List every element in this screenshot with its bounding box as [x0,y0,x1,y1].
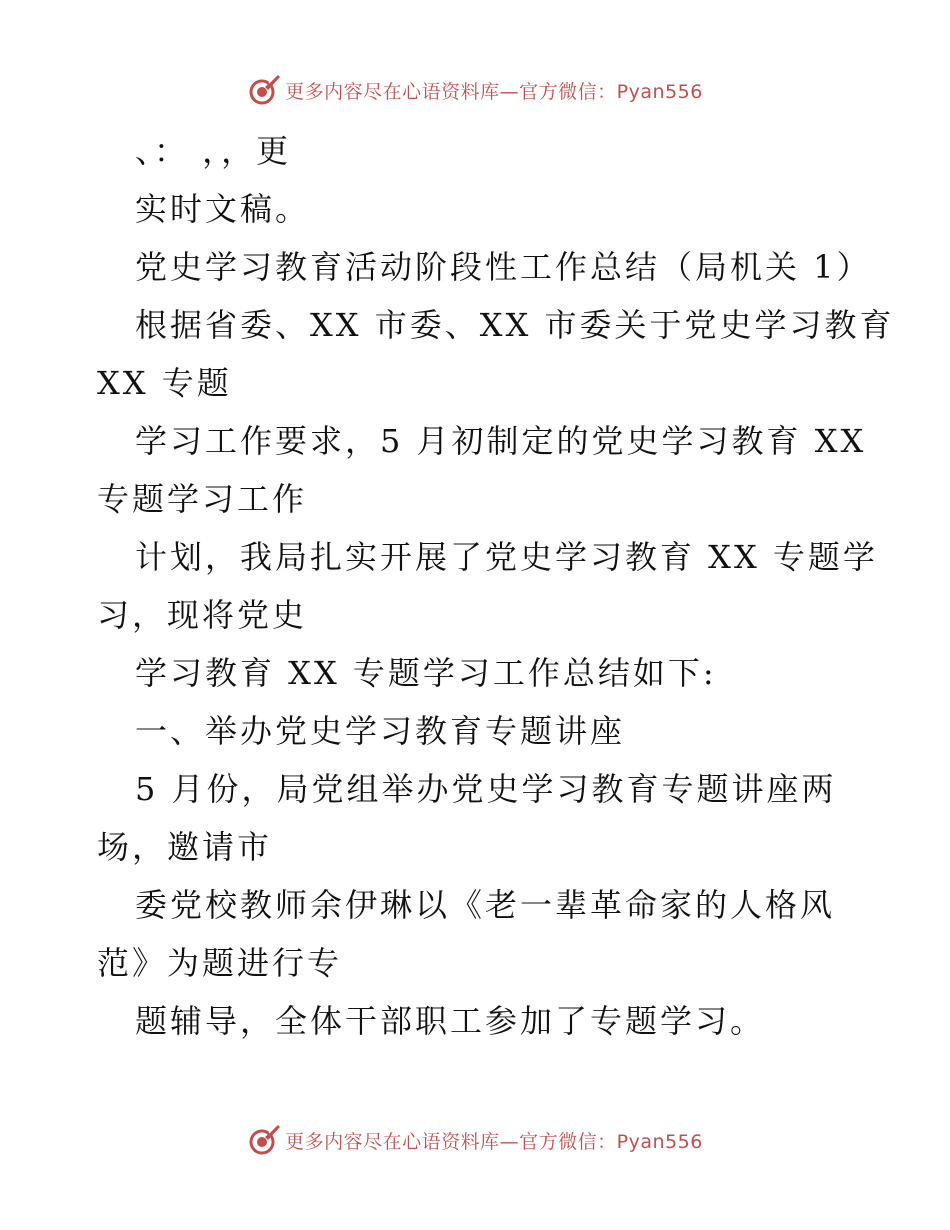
document-title: 党史学习教育活动阶段性工作总结（局机关 1） [135,248,872,286]
text-line: 实时文稿。 [135,190,311,228]
text-line: 场，邀请市 [97,828,273,866]
text-line: 学习教育 XX 专题学习工作总结如下: [135,654,717,692]
text-line: 计划，我局扎实开展了党史学习教育 XX 专题学 [135,538,878,576]
header-banner [0,70,950,110]
footer-banner-text: 更多内容尽在心语资料库—官方微信：Pyan556 [285,1130,703,1153]
text-line: 5 月份，局党组举办党史学习教育专题讲座两 [135,770,837,808]
footer-banner [0,1120,950,1160]
header-banner-text: 更多内容尽在心语资料库—官方微信：Pyan556 [285,80,703,103]
text-line: XX 专题 [97,364,232,402]
pen-logo-icon [247,73,281,107]
text-line: 范》为题进行专 [97,944,343,982]
text-line: 习，现将党史 [97,596,308,634]
pen-logo-icon [247,1123,281,1157]
section-heading: 一、举办党史学习教育专题讲座 [135,712,626,750]
document-body [97,122,895,1050]
text-line: 学习工作要求，5 月初制定的党史学习教育 XX [135,422,867,460]
text-line: 委党校教师余伊琳以《老一辈革命家的人格风 [135,886,836,924]
text-line: 、： ，，更 [135,132,292,170]
text-line: 专题学习工作 [97,480,308,518]
text-line: 题辅导，全体干部职工参加了专题学习。 [135,1002,766,1040]
text-line: 根据省委、XX 市委、XX 市委关于党史学习教育 [135,306,895,344]
